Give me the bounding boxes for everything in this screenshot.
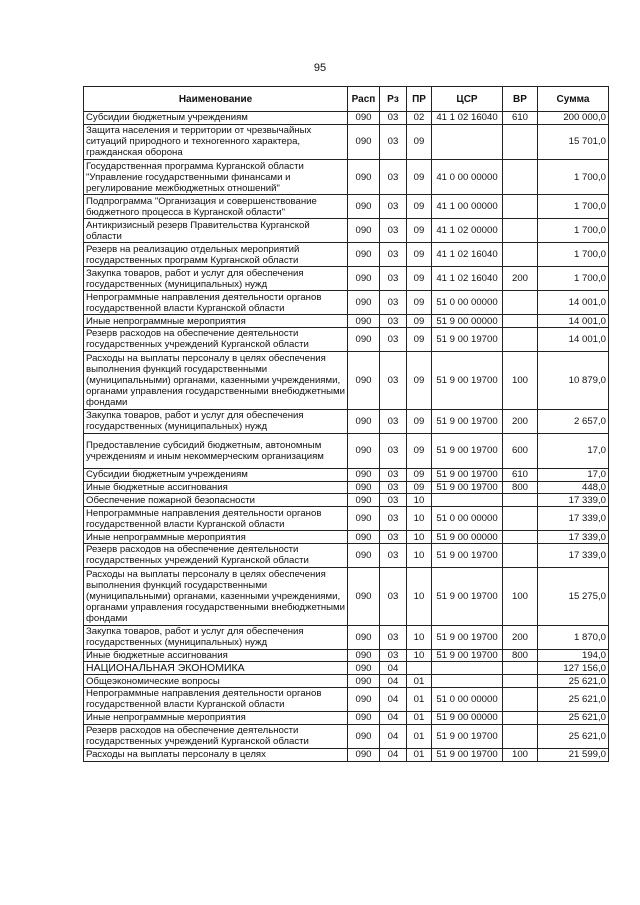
row-vr bbox=[503, 687, 538, 711]
row-name: Подпрограмма "Организация и совершенствование бюджетного процесса в Курганской области" bbox=[84, 195, 348, 219]
row-csr bbox=[432, 675, 503, 688]
row-pr: 09 bbox=[407, 267, 432, 291]
row-vr: 800 bbox=[503, 481, 538, 494]
row-rz: 03 bbox=[380, 291, 407, 315]
table-row bbox=[84, 531, 609, 544]
row-csr: 51 9 00 19700 bbox=[432, 748, 503, 761]
row-rasp: 090 bbox=[348, 662, 380, 675]
row-rz: 04 bbox=[380, 687, 407, 711]
table-row bbox=[84, 662, 609, 675]
row-sum: 1 700,0 bbox=[538, 267, 609, 291]
table-row bbox=[84, 291, 609, 315]
row-name: Иные непрограммные мероприятия bbox=[84, 315, 348, 328]
table-row bbox=[84, 625, 609, 649]
row-name: Резерв на реализацию отдельных мероприятий государственных программ Курганской области bbox=[84, 243, 348, 267]
row-rz: 04 bbox=[380, 724, 407, 748]
row-sum: 1 700,0 bbox=[538, 159, 609, 194]
row-vr bbox=[503, 675, 538, 688]
row-rz: 03 bbox=[380, 243, 407, 267]
row-pr: 10 bbox=[407, 567, 432, 625]
row-sum: 17 339,0 bbox=[538, 543, 609, 567]
row-csr bbox=[432, 124, 503, 159]
row-name: Иные бюджетные ассигнования bbox=[84, 649, 348, 662]
row-vr: 100 bbox=[503, 748, 538, 761]
row-vr bbox=[503, 724, 538, 748]
row-pr: 09 bbox=[407, 159, 432, 194]
row-sum: 200 000,0 bbox=[538, 112, 609, 125]
row-pr: 10 bbox=[407, 507, 432, 531]
row-sum: 21 599,0 bbox=[538, 748, 609, 761]
row-csr: 51 9 00 19700 bbox=[432, 409, 503, 433]
row-sum: 14 001,0 bbox=[538, 291, 609, 315]
row-rz: 04 bbox=[380, 662, 407, 675]
table-row bbox=[84, 543, 609, 567]
row-vr bbox=[503, 711, 538, 724]
row-sum: 17 339,0 bbox=[538, 494, 609, 507]
table-row bbox=[84, 468, 609, 481]
row-pr: 10 bbox=[407, 494, 432, 507]
row-sum: 25 621,0 bbox=[538, 675, 609, 688]
row-rasp: 090 bbox=[348, 649, 380, 662]
row-rasp: 090 bbox=[348, 315, 380, 328]
row-sum: 17,0 bbox=[538, 433, 609, 468]
row-rasp: 090 bbox=[348, 507, 380, 531]
row-vr: 200 bbox=[503, 267, 538, 291]
row-vr bbox=[503, 219, 538, 243]
row-csr: 41 1 02 00000 bbox=[432, 219, 503, 243]
row-sum: 1 700,0 bbox=[538, 243, 609, 267]
row-csr: 41 0 00 00000 bbox=[432, 159, 503, 194]
row-rasp: 090 bbox=[348, 267, 380, 291]
row-name: Резерв расходов на обеспечение деятельности государственных учреждений Курганской области bbox=[84, 327, 348, 351]
row-sum: 25 621,0 bbox=[538, 687, 609, 711]
row-rz: 03 bbox=[380, 267, 407, 291]
row-vr bbox=[503, 243, 538, 267]
row-name: Непрограммные направления деятельности органов государственной власти Курганской области bbox=[84, 687, 348, 711]
table-row bbox=[84, 711, 609, 724]
row-rasp: 090 bbox=[348, 625, 380, 649]
row-rz: 03 bbox=[380, 351, 407, 409]
row-csr: 51 0 00 00000 bbox=[432, 687, 503, 711]
row-vr bbox=[503, 315, 538, 328]
row-rz: 03 bbox=[380, 409, 407, 433]
row-vr: 100 bbox=[503, 351, 538, 409]
row-name: НАЦИОНАЛЬНАЯ ЭКОНОМИКА bbox=[84, 662, 348, 675]
row-vr: 600 bbox=[503, 433, 538, 468]
row-rz: 03 bbox=[380, 124, 407, 159]
row-rz: 03 bbox=[380, 468, 407, 481]
table-row bbox=[84, 219, 609, 243]
row-sum: 17,0 bbox=[538, 468, 609, 481]
row-rasp: 090 bbox=[348, 327, 380, 351]
row-name: Субсидии бюджетным учреждениям bbox=[84, 468, 348, 481]
column-header-name: Наименование bbox=[84, 87, 348, 112]
row-rasp: 090 bbox=[348, 711, 380, 724]
row-pr: 10 bbox=[407, 543, 432, 567]
row-vr bbox=[503, 291, 538, 315]
row-vr: 100 bbox=[503, 567, 538, 625]
row-csr: 51 9 00 19700 bbox=[432, 625, 503, 649]
row-sum: 17 339,0 bbox=[538, 531, 609, 544]
row-pr: 10 bbox=[407, 531, 432, 544]
row-rasp: 090 bbox=[348, 409, 380, 433]
row-csr bbox=[432, 494, 503, 507]
row-rasp: 090 bbox=[348, 543, 380, 567]
row-csr: 51 9 00 00000 bbox=[432, 711, 503, 724]
row-vr: 200 bbox=[503, 625, 538, 649]
row-vr bbox=[503, 507, 538, 531]
row-pr: 09 bbox=[407, 433, 432, 468]
table-row bbox=[84, 315, 609, 328]
row-csr: 51 0 00 00000 bbox=[432, 291, 503, 315]
row-sum: 448,0 bbox=[538, 481, 609, 494]
row-pr: 01 bbox=[407, 675, 432, 688]
row-sum: 17 339,0 bbox=[538, 507, 609, 531]
row-rz: 03 bbox=[380, 433, 407, 468]
row-sum: 2 657,0 bbox=[538, 409, 609, 433]
row-rz: 03 bbox=[380, 219, 407, 243]
row-rasp: 090 bbox=[348, 468, 380, 481]
row-vr bbox=[503, 124, 538, 159]
table-row bbox=[84, 327, 609, 351]
row-sum: 15 701,0 bbox=[538, 124, 609, 159]
page-number: 95 bbox=[313, 62, 327, 74]
table-row bbox=[84, 724, 609, 748]
row-rz: 03 bbox=[380, 327, 407, 351]
row-pr bbox=[407, 662, 432, 675]
row-rasp: 090 bbox=[348, 687, 380, 711]
row-vr bbox=[503, 195, 538, 219]
column-header-vr: ВР bbox=[503, 87, 538, 112]
row-rz: 03 bbox=[380, 567, 407, 625]
table-row bbox=[84, 649, 609, 662]
row-sum: 25 621,0 bbox=[538, 711, 609, 724]
row-sum: 194,0 bbox=[538, 649, 609, 662]
row-vr: 200 bbox=[503, 409, 538, 433]
row-rasp: 090 bbox=[348, 159, 380, 194]
row-csr: 41 1 02 16040 bbox=[432, 267, 503, 291]
row-name: Закупка товаров, работ и услуг для обеспечения государственных (муниципальных) нужд bbox=[84, 409, 348, 433]
column-header-rasp: Расп bbox=[348, 87, 380, 112]
row-name: Субсидии бюджетным учреждениям bbox=[84, 112, 348, 125]
row-sum: 14 001,0 bbox=[538, 327, 609, 351]
row-name: Государственная программа Курганской области "Управление государственными финансами и регулирование межбюджетных отношений" bbox=[84, 159, 348, 194]
row-rz: 03 bbox=[380, 649, 407, 662]
row-pr: 10 bbox=[407, 625, 432, 649]
row-vr: 800 bbox=[503, 649, 538, 662]
row-pr: 02 bbox=[407, 112, 432, 125]
row-csr: 41 1 02 16040 bbox=[432, 243, 503, 267]
row-rz: 03 bbox=[380, 494, 407, 507]
row-name: Расходы на выплаты персоналу в целях bbox=[84, 748, 348, 761]
column-header-csr: ЦСР bbox=[432, 87, 503, 112]
budget-table bbox=[83, 86, 609, 762]
row-csr: 51 9 00 00000 bbox=[432, 315, 503, 328]
row-sum: 14 001,0 bbox=[538, 315, 609, 328]
row-vr: 610 bbox=[503, 468, 538, 481]
table-header-row bbox=[84, 87, 609, 112]
row-pr: 01 bbox=[407, 711, 432, 724]
row-rasp: 090 bbox=[348, 748, 380, 761]
row-name: Защита населения и территории от чрезвычайных ситуаций природного и техногенного характера, гражданская оборона bbox=[84, 124, 348, 159]
row-name: Иные непрограммные мероприятия bbox=[84, 531, 348, 544]
row-rz: 03 bbox=[380, 507, 407, 531]
row-pr: 09 bbox=[407, 315, 432, 328]
row-rasp: 090 bbox=[348, 112, 380, 125]
row-sum: 1 700,0 bbox=[538, 195, 609, 219]
row-csr: 51 9 00 19700 bbox=[432, 481, 503, 494]
row-rasp: 090 bbox=[348, 675, 380, 688]
row-rasp: 090 bbox=[348, 724, 380, 748]
table-row bbox=[84, 567, 609, 625]
row-rz: 03 bbox=[380, 315, 407, 328]
row-pr: 09 bbox=[407, 291, 432, 315]
row-pr: 09 bbox=[407, 327, 432, 351]
row-name: Резерв расходов на обеспечение деятельности государственных учреждений Курганской области bbox=[84, 543, 348, 567]
row-sum: 25 621,0 bbox=[538, 724, 609, 748]
row-vr: 610 bbox=[503, 112, 538, 125]
table-row bbox=[84, 243, 609, 267]
row-csr bbox=[432, 662, 503, 675]
row-rz: 03 bbox=[380, 625, 407, 649]
row-csr: 51 9 00 19700 bbox=[432, 351, 503, 409]
row-rz: 03 bbox=[380, 195, 407, 219]
row-pr: 09 bbox=[407, 351, 432, 409]
row-rasp: 090 bbox=[348, 243, 380, 267]
table-row bbox=[84, 481, 609, 494]
row-csr: 51 9 00 19700 bbox=[432, 433, 503, 468]
row-csr: 51 9 00 19700 bbox=[432, 724, 503, 748]
row-rz: 04 bbox=[380, 748, 407, 761]
row-rasp: 090 bbox=[348, 481, 380, 494]
row-rasp: 090 bbox=[348, 195, 380, 219]
table-row bbox=[84, 675, 609, 688]
row-sum: 1 870,0 bbox=[538, 625, 609, 649]
row-rz: 03 bbox=[380, 543, 407, 567]
table-row bbox=[84, 409, 609, 433]
row-rasp: 090 bbox=[348, 219, 380, 243]
row-rasp: 090 bbox=[348, 433, 380, 468]
table-row bbox=[84, 124, 609, 159]
row-csr: 41 1 00 00000 bbox=[432, 195, 503, 219]
table-row bbox=[84, 195, 609, 219]
row-rz: 03 bbox=[380, 159, 407, 194]
row-pr: 01 bbox=[407, 748, 432, 761]
table-row bbox=[84, 433, 609, 468]
row-rasp: 090 bbox=[348, 494, 380, 507]
row-pr: 09 bbox=[407, 468, 432, 481]
row-pr: 09 bbox=[407, 481, 432, 494]
row-rasp: 090 bbox=[348, 291, 380, 315]
row-name: Предоставление субсидий бюджетным, автономным учреждениям и иным некоммерческим организациям bbox=[84, 433, 348, 468]
row-vr bbox=[503, 159, 538, 194]
row-sum: 1 700,0 bbox=[538, 219, 609, 243]
table-row bbox=[84, 748, 609, 761]
row-rz: 04 bbox=[380, 675, 407, 688]
row-name: Антикризисный резерв Правительства Курганской области bbox=[84, 219, 348, 243]
table-row bbox=[84, 267, 609, 291]
row-vr bbox=[503, 662, 538, 675]
row-name: Закупка товаров, работ и услуг для обеспечения государственных (муниципальных) нужд bbox=[84, 267, 348, 291]
table-row bbox=[84, 507, 609, 531]
table-row bbox=[84, 159, 609, 194]
row-name: Обеспечение пожарной безопасности bbox=[84, 494, 348, 507]
row-sum: 15 275,0 bbox=[538, 567, 609, 625]
row-name: Общеэкономические вопросы bbox=[84, 675, 348, 688]
row-csr: 51 9 00 19700 bbox=[432, 649, 503, 662]
row-csr: 51 9 00 19700 bbox=[432, 567, 503, 625]
row-csr: 51 9 00 19700 bbox=[432, 327, 503, 351]
table-row bbox=[84, 687, 609, 711]
column-header-pr: ПР bbox=[407, 87, 432, 112]
row-pr: 09 bbox=[407, 243, 432, 267]
row-rasp: 090 bbox=[348, 124, 380, 159]
row-vr bbox=[503, 327, 538, 351]
table-row bbox=[84, 351, 609, 409]
row-csr: 51 0 00 00000 bbox=[432, 507, 503, 531]
row-rasp: 090 bbox=[348, 351, 380, 409]
row-pr: 01 bbox=[407, 687, 432, 711]
row-pr: 09 bbox=[407, 124, 432, 159]
row-sum: 127 156,0 bbox=[538, 662, 609, 675]
row-csr: 51 9 00 00000 bbox=[432, 531, 503, 544]
row-name: Иные бюджетные ассигнования bbox=[84, 481, 348, 494]
row-pr: 01 bbox=[407, 724, 432, 748]
row-name: Непрограммные направления деятельности органов государственной власти Курганской области bbox=[84, 507, 348, 531]
row-rz: 03 bbox=[380, 112, 407, 125]
row-name: Непрограммные направления деятельности органов государственной власти Курганской области bbox=[84, 291, 348, 315]
row-name: Закупка товаров, работ и услуг для обеспечения государственных (муниципальных) нужд bbox=[84, 625, 348, 649]
row-name: Расходы на выплаты персоналу в целях обеспечения выполнения функций государственными (муниципальными) органами, казенными учреждениями, органами управления государственными внебюджетными фондами bbox=[84, 567, 348, 625]
row-rz: 03 bbox=[380, 481, 407, 494]
row-pr: 10 bbox=[407, 649, 432, 662]
row-csr: 51 9 00 19700 bbox=[432, 468, 503, 481]
table-row bbox=[84, 494, 609, 507]
row-vr bbox=[503, 543, 538, 567]
row-sum: 10 879,0 bbox=[538, 351, 609, 409]
row-csr: 41 1 02 16040 bbox=[432, 112, 503, 125]
row-pr: 09 bbox=[407, 409, 432, 433]
row-rasp: 090 bbox=[348, 567, 380, 625]
row-name: Резерв расходов на обеспечение деятельности государственных учреждений Курганской области bbox=[84, 724, 348, 748]
row-csr: 51 9 00 19700 bbox=[432, 543, 503, 567]
table-body bbox=[84, 112, 609, 762]
row-rasp: 090 bbox=[348, 531, 380, 544]
row-rz: 04 bbox=[380, 711, 407, 724]
row-vr bbox=[503, 531, 538, 544]
row-name: Иные непрограммные мероприятия bbox=[84, 711, 348, 724]
row-vr bbox=[503, 494, 538, 507]
column-header-rz: Рз bbox=[380, 87, 407, 112]
row-pr: 09 bbox=[407, 195, 432, 219]
table-row bbox=[84, 112, 609, 125]
column-header-sum: Сумма bbox=[538, 87, 609, 112]
row-rz: 03 bbox=[380, 531, 407, 544]
row-pr: 09 bbox=[407, 219, 432, 243]
row-name: Расходы на выплаты персоналу в целях обеспечения выполнения функций государственными (муниципальными) органами, казенными учреждениями, органами управления государственными внебюджетными фондами bbox=[84, 351, 348, 409]
